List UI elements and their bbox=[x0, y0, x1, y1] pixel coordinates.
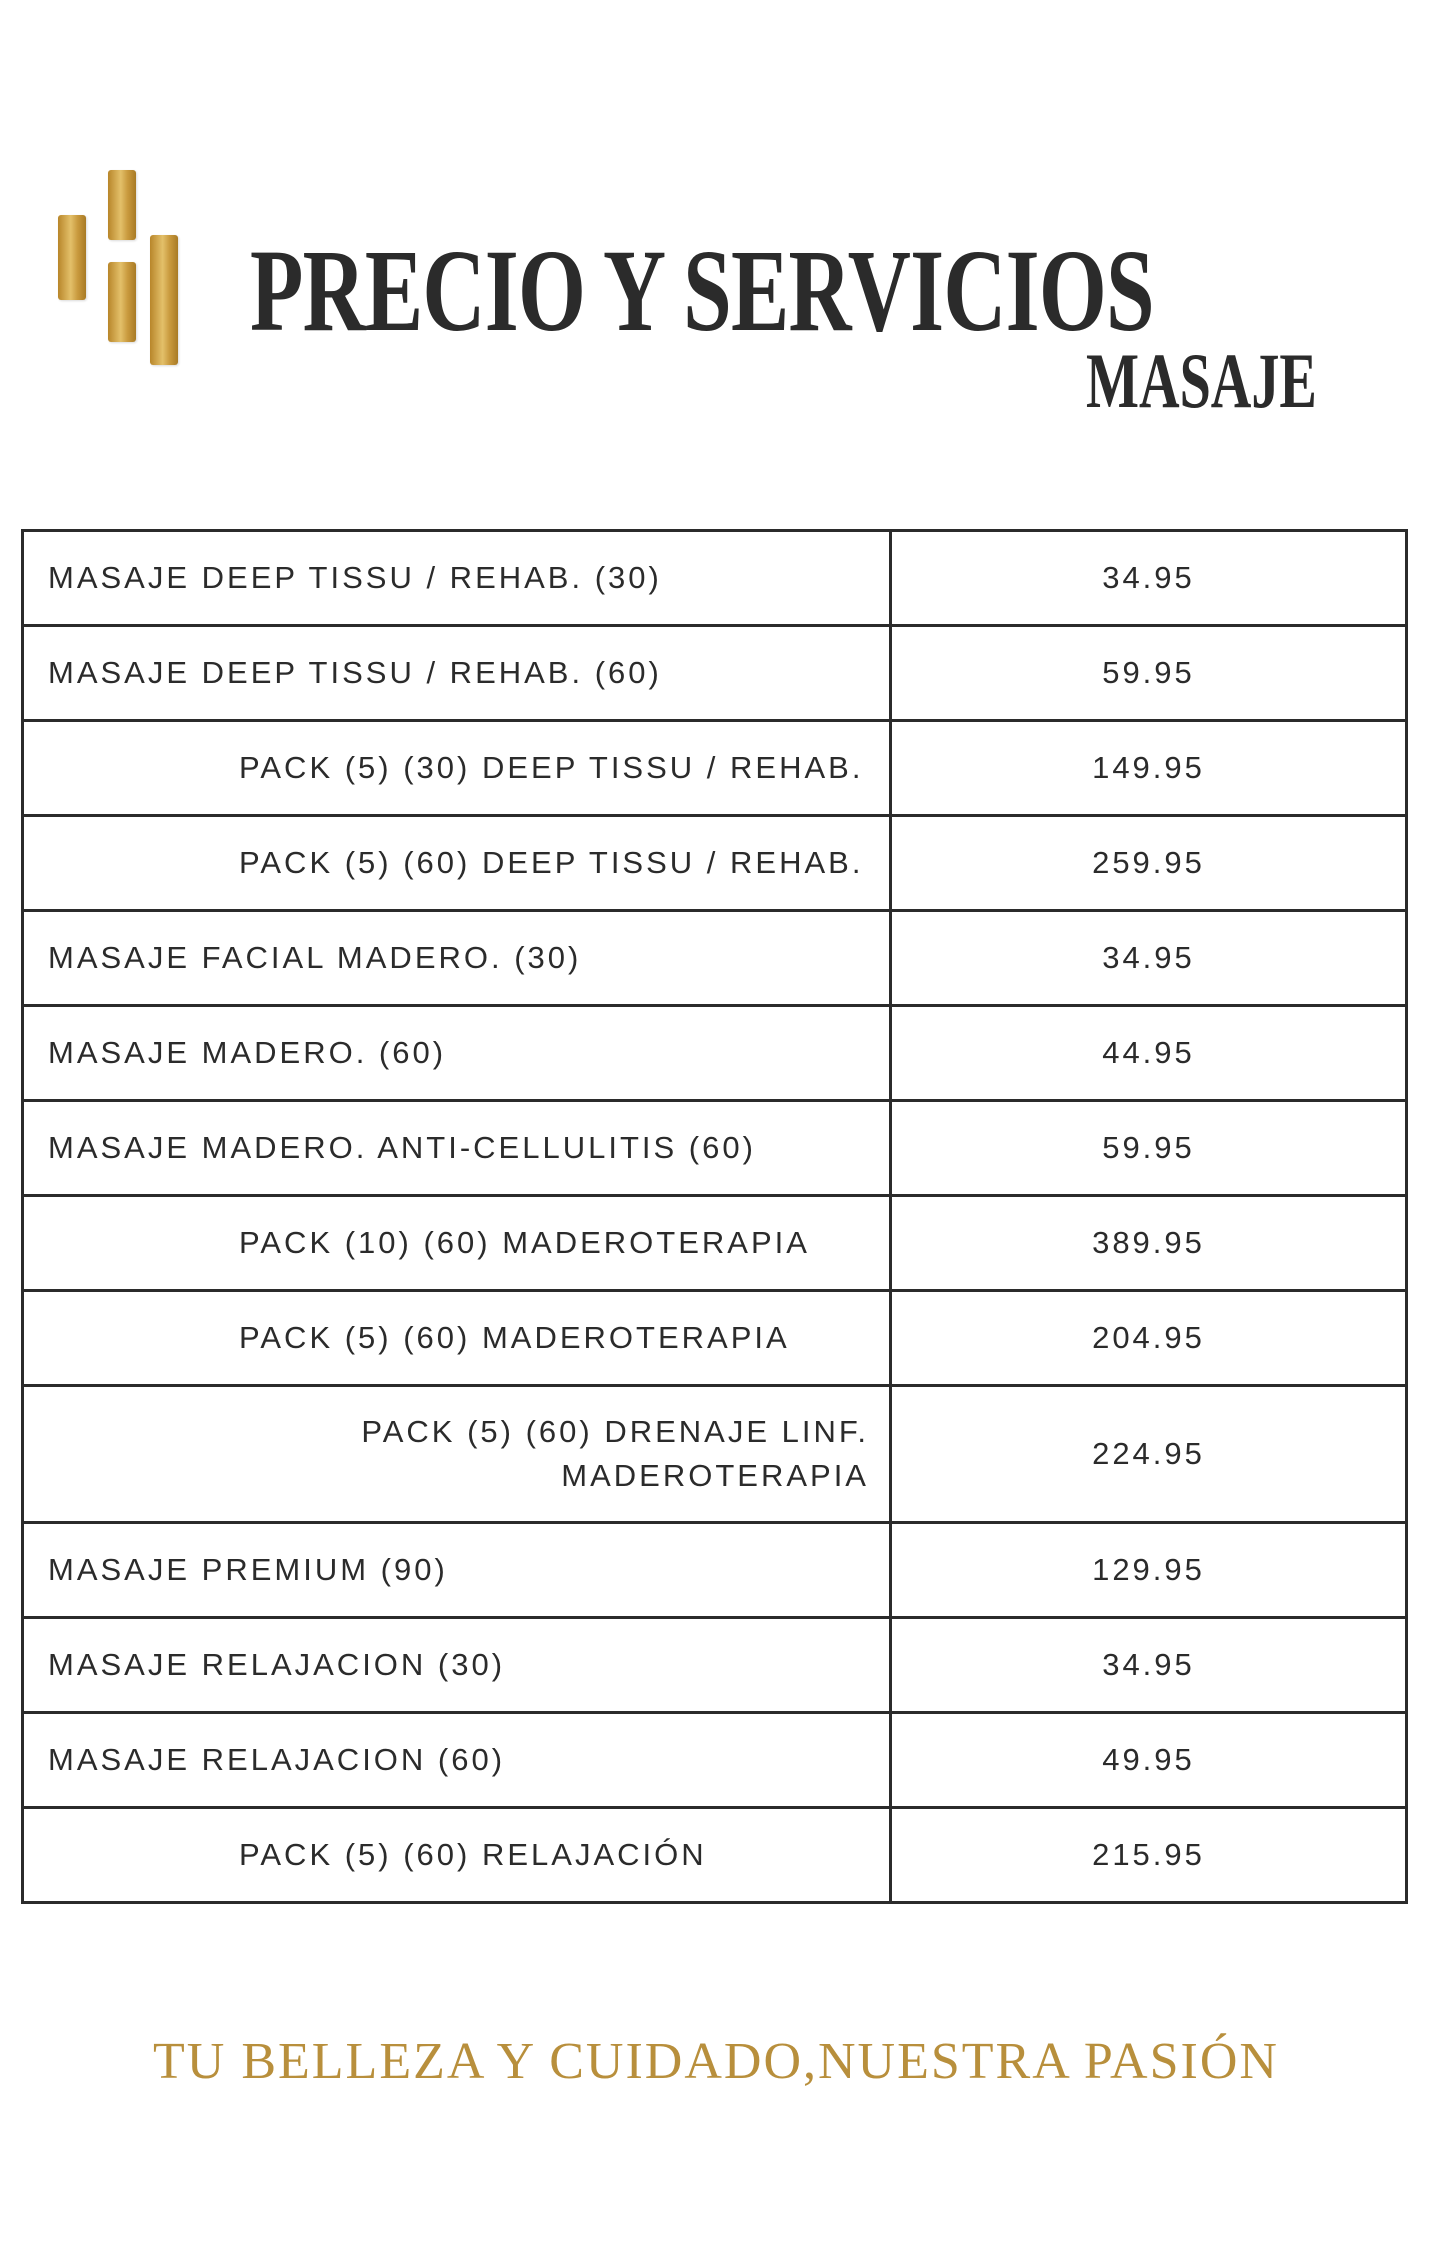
service-price: 34.95 bbox=[891, 1618, 1407, 1713]
service-name: MASAJE DEEP TISSU / REHAB. (30) bbox=[23, 531, 891, 626]
service-name: PACK (5) (60) MADEROTERAPIA bbox=[23, 1291, 891, 1386]
service-name: PACK (5) (60) DRENAJE LINF. MADEROTERAPIA bbox=[23, 1386, 891, 1523]
service-price: 34.95 bbox=[891, 531, 1407, 626]
service-price: 149.95 bbox=[891, 721, 1407, 816]
service-price: 44.95 bbox=[891, 1006, 1407, 1101]
service-name: PACK (10) (60) MADEROTERAPIA bbox=[23, 1196, 891, 1291]
table-row bbox=[23, 1386, 1407, 1523]
page-title: PRECIO Y SERVICIOS bbox=[250, 225, 1154, 356]
service-price: 259.95 bbox=[891, 816, 1407, 911]
table-row bbox=[23, 1006, 1407, 1101]
table-row bbox=[23, 1101, 1407, 1196]
table-row bbox=[23, 1196, 1407, 1291]
service-price: 49.95 bbox=[891, 1713, 1407, 1808]
service-name: MASAJE MADERO. ANTI-CELLULITIS (60) bbox=[23, 1101, 891, 1196]
price-table bbox=[21, 529, 1408, 1904]
gold-bars-logo-icon bbox=[58, 170, 188, 370]
service-name: PACK (5) (30) DEEP TISSU / REHAB. bbox=[23, 721, 891, 816]
service-price: 59.95 bbox=[891, 626, 1407, 721]
table-row bbox=[23, 911, 1407, 1006]
service-name: MASAJE DEEP TISSU / REHAB. (60) bbox=[23, 626, 891, 721]
table-row bbox=[23, 1523, 1407, 1618]
page-subtitle: MASAJE bbox=[1086, 337, 1317, 424]
service-price: 59.95 bbox=[891, 1101, 1407, 1196]
service-price: 224.95 bbox=[891, 1386, 1407, 1523]
table-row bbox=[23, 1808, 1407, 1903]
service-name: MASAJE PREMIUM (90) bbox=[23, 1523, 891, 1618]
service-name: MASAJE RELAJACION (60) bbox=[23, 1713, 891, 1808]
table-row bbox=[23, 1618, 1407, 1713]
table-row bbox=[23, 1713, 1407, 1808]
service-price: 204.95 bbox=[891, 1291, 1407, 1386]
service-name: PACK (5) (60) DEEP TISSU / REHAB. bbox=[23, 816, 891, 911]
table-row bbox=[23, 531, 1407, 626]
service-name: MASAJE FACIAL MADERO. (30) bbox=[23, 911, 891, 1006]
service-price: 389.95 bbox=[891, 1196, 1407, 1291]
service-name: MASAJE MADERO. (60) bbox=[23, 1006, 891, 1101]
footer-tagline: TU BELLEZA Y CUIDADO,NUESTRA PASIÓN bbox=[153, 2033, 1279, 2090]
table-row bbox=[23, 626, 1407, 721]
service-price: 34.95 bbox=[891, 911, 1407, 1006]
service-name: PACK (5) (60) RELAJACIÓN bbox=[23, 1808, 891, 1903]
service-price: 129.95 bbox=[891, 1523, 1407, 1618]
service-name: MASAJE RELAJACION (30) bbox=[23, 1618, 891, 1713]
service-price: 215.95 bbox=[891, 1808, 1407, 1903]
table-row bbox=[23, 1291, 1407, 1386]
table-row bbox=[23, 721, 1407, 816]
table-row bbox=[23, 816, 1407, 911]
